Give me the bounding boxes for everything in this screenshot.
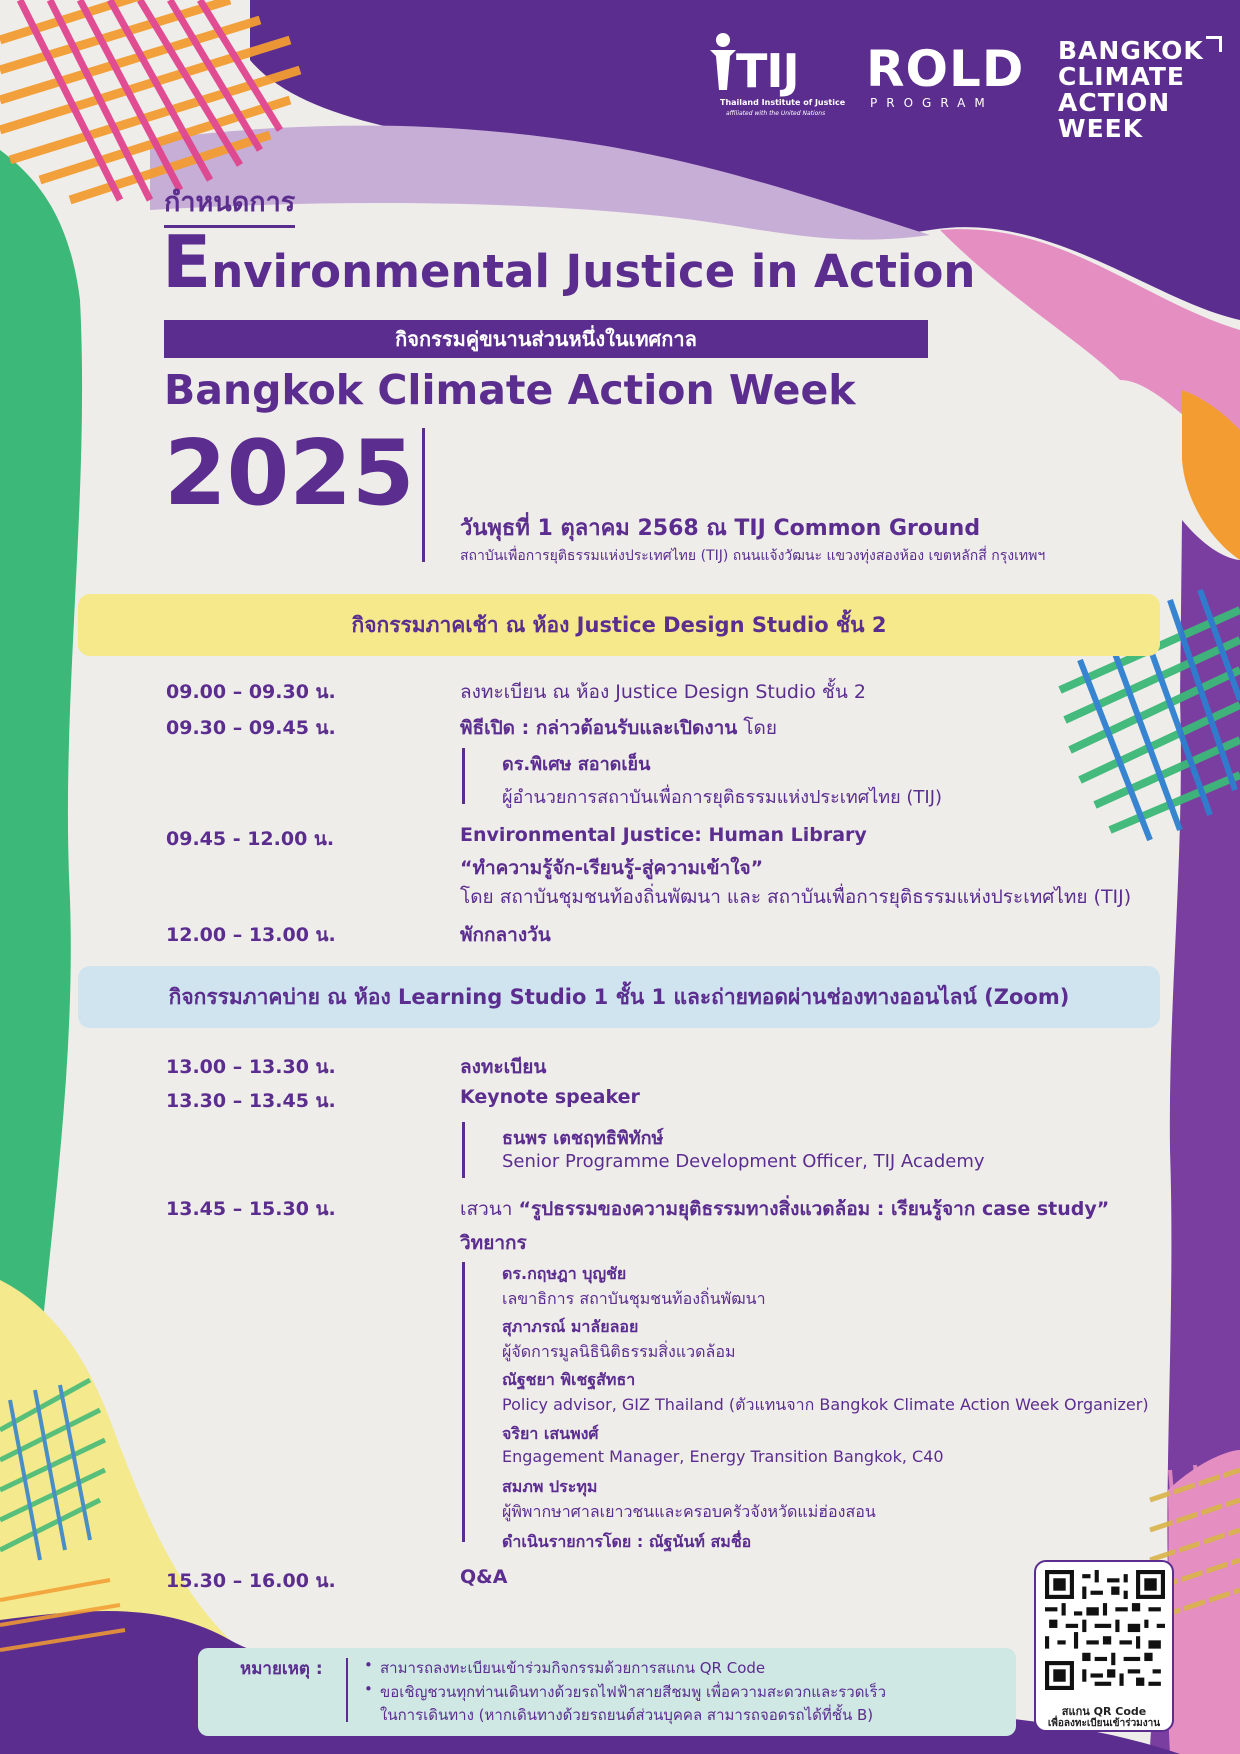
rold-logo-mark: ROLD <box>866 40 1025 98</box>
panelist-role: Policy advisor, GIZ Thailand (ตัวแทนจาก Bangkok Climate Action Week Organizer) <box>502 1395 1149 1414</box>
morning-slot-2-time: 09.30 – 09.45 น. <box>166 717 336 739</box>
afternoon-slot-3-time: 13.45 – 15.30 น. <box>166 1198 336 1220</box>
afternoon-slot-1-time: 13.00 – 13.30 น. <box>166 1056 336 1078</box>
qa-label: Q&A <box>460 1566 508 1588</box>
panel-label: วิทยากร <box>460 1232 527 1254</box>
moderator-name: ดำเนินรายการโดย : ณัฐนันท์ สมชื่อ <box>502 1532 752 1551</box>
panelist-name: ณัฐชยา พิเชฐสัทธา <box>502 1370 636 1389</box>
panelist-3 <box>502 1368 1149 1418</box>
page-title <box>162 220 976 304</box>
opening-by: โดย <box>737 717 777 739</box>
panelist-name: ดร.กฤษฎา บุญชัย <box>502 1264 627 1283</box>
panelist-name: สุภาภรณ์ มาลัยลอย <box>502 1317 639 1336</box>
title-rest: nvironmental Justice in Action <box>211 245 976 298</box>
speaker-role: ผู้อำนวยการสถาบันเพื่อการยุติธรรมแห่งประเทศไทย (TIJ) <box>502 787 943 808</box>
speaker-divider <box>462 748 465 804</box>
title-initial: E <box>162 220 212 304</box>
afternoon-slot-2-time: 13.30 – 13.45 น. <box>166 1090 336 1112</box>
opening-ceremony-label: พิธีเปิด : กล่าวต้อนรับและเปิดงาน <box>460 717 738 739</box>
keynote-speaker-role: Senior Programme Development Officer, TIJ Academy <box>502 1151 985 1172</box>
tij-logo-affiliation: affiliated with the United Nations <box>726 110 826 117</box>
note-label: หมายเหตุ : <box>240 1659 323 1679</box>
event-date: วันพุธที่ 1 ตุลาคม 2568 ณ TIJ Common Ground <box>460 516 981 541</box>
panelist-1 <box>502 1262 766 1312</box>
panel-topic <box>460 1194 1109 1224</box>
bangkok-climate-action-week-logo <box>1058 38 1204 142</box>
keynote-label: Keynote speaker <box>460 1086 640 1108</box>
morning-slot-3-time: 09.45 - 12.00 น. <box>166 828 335 850</box>
rold-logo-subtitle: PROGRAM <box>870 96 994 110</box>
panelist-role: เลขาธิการ สถาบันชุมชนท้องถิ่นพัฒนา <box>502 1289 766 1308</box>
panelist-role: ผู้จัดการมูลนิธินิติธรรมสิ่งแวดล้อม <box>502 1342 736 1361</box>
panelist-4 <box>502 1422 944 1466</box>
tij-logo-mark: TIJ <box>736 44 799 98</box>
panelist-role: Engagement Manager, Energy Transition Bangkok, C40 <box>502 1447 944 1466</box>
qr-code-icon[interactable] <box>1045 1570 1165 1690</box>
panelist-role: ผู้พิพากษาศาลเยาวชนและครอบครัวจังหวัดแม่ฮ่องสอน <box>502 1502 876 1521</box>
note-line-2: • ขอเชิญชวนทุกท่านเดินทางด้วยรถไฟฟ้าสายสีชมพู เพื่อความสะดวกและรวดเร็ว <box>364 1680 887 1701</box>
keynote-speaker-name: ธนพร เตชฤทธิพิทักษ์ <box>502 1128 664 1149</box>
moderator <box>502 1530 751 1555</box>
panelist-5 <box>502 1475 876 1525</box>
lunch-break: พักกลางวัน <box>460 924 551 946</box>
panelist-name: จริยา เสนพงศ์ <box>502 1424 599 1443</box>
bcaw-line-1: BANGKOK <box>1058 36 1204 65</box>
schedule-kicker: กำหนดการ <box>164 180 295 228</box>
human-library-tagline: “ทำความรู้จัก-เรียนรู้-สู่ความเข้าใจ” <box>460 857 764 879</box>
afternoon-slot-4-time: 15.30 – 16.00 น. <box>166 1570 336 1592</box>
tij-logo-name: Thailand Institute of Justice <box>720 98 846 107</box>
person-icon <box>708 32 738 92</box>
panelist-2 <box>502 1315 736 1365</box>
note-line-1: • สามารถลงทะเบียนเข้าร่วมกิจกรรมด้วยการสแกน QR Code <box>364 1656 766 1677</box>
event-year: 2025 <box>164 421 415 526</box>
bullet-icon: • <box>364 1656 373 1674</box>
morning-slot-1-text: ลงทะเบียน ณ ห้อง Justice Design Studio ชั้น 2 <box>460 681 866 703</box>
panel-title: “รูปธรรมของความยุติธรรมทางสิ่งแวดล้อม : เรียนรู้จาก case study” <box>518 1198 1110 1220</box>
afternoon-registration: ลงทะเบียน <box>460 1056 547 1078</box>
panel-prefix: เสวนา <box>460 1198 519 1220</box>
qr-caption-register: เพื่อลงทะเบียนเข้าร่วมงาน <box>1047 1718 1161 1729</box>
event-venue: สถาบันเพื่อการยุติธรรมแห่งประเทศไทย (TIJ) ถนนแจ้งวัฒนะ แขวงทุ่งสองห้อง เขตหลักสี่ กรุงเทพฯ <box>460 548 1046 564</box>
rold-logo <box>866 40 1025 110</box>
afternoon-section-title: กิจกรรมภาคบ่าย ณ ห้อง Learning Studio 1 ชั้น 1 และถ่ายทอดผ่านช่องทางออนไลน์ (Zoom) <box>78 966 1160 1028</box>
speaker-name: ดร.พิเศษ สอาดเย็น <box>502 754 651 775</box>
morning-slot-2-text <box>460 713 777 743</box>
tij-logo <box>708 28 846 128</box>
bullet-icon: • <box>364 1680 373 1698</box>
morning-slot-4-time: 12.00 – 13.00 น. <box>166 924 336 946</box>
panelist-name: สมภพ ประทุม <box>502 1477 598 1496</box>
panelists-divider <box>462 1262 465 1542</box>
human-library-organizers: โดย สถาบันชุมชนท้องถิ่นพัฒนา และ สถาบันเพื่อการยุติธรรมแห่งประเทศไทย (TIJ) <box>460 886 1132 908</box>
morning-section-title: กิจกรรมภาคเช้า ณ ห้อง Justice Design Studio ชั้น 2 <box>78 594 1160 656</box>
bcaw-line-3: ACTION <box>1058 88 1171 117</box>
bcaw-line-2: CLIMATE <box>1058 62 1185 91</box>
morning-slot-1-time: 09.00 – 09.30 น. <box>166 681 336 703</box>
year-divider <box>422 428 425 562</box>
qr-caption-scan: สแกน QR Code <box>1061 1705 1147 1718</box>
bcaw-line-4: WEEK <box>1058 114 1144 143</box>
corner-mark-icon <box>1206 36 1222 52</box>
event-name: Bangkok Climate Action Week <box>164 366 856 414</box>
left-green-column <box>0 150 82 1480</box>
keynote-divider <box>462 1122 465 1178</box>
note-divider <box>346 1658 348 1722</box>
human-library-title: Environmental Justice: Human Library <box>460 824 867 846</box>
subtitle-bar: กิจกรรมคู่ขนานส่วนหนึ่งในเทศกาล <box>164 320 928 358</box>
note-line-3: ในการเดินทาง (หากเดินทางด้วยรถยนต์ส่วนบุคคล สามารถจอดรถได้ที่ชั้น B) <box>380 1706 874 1724</box>
